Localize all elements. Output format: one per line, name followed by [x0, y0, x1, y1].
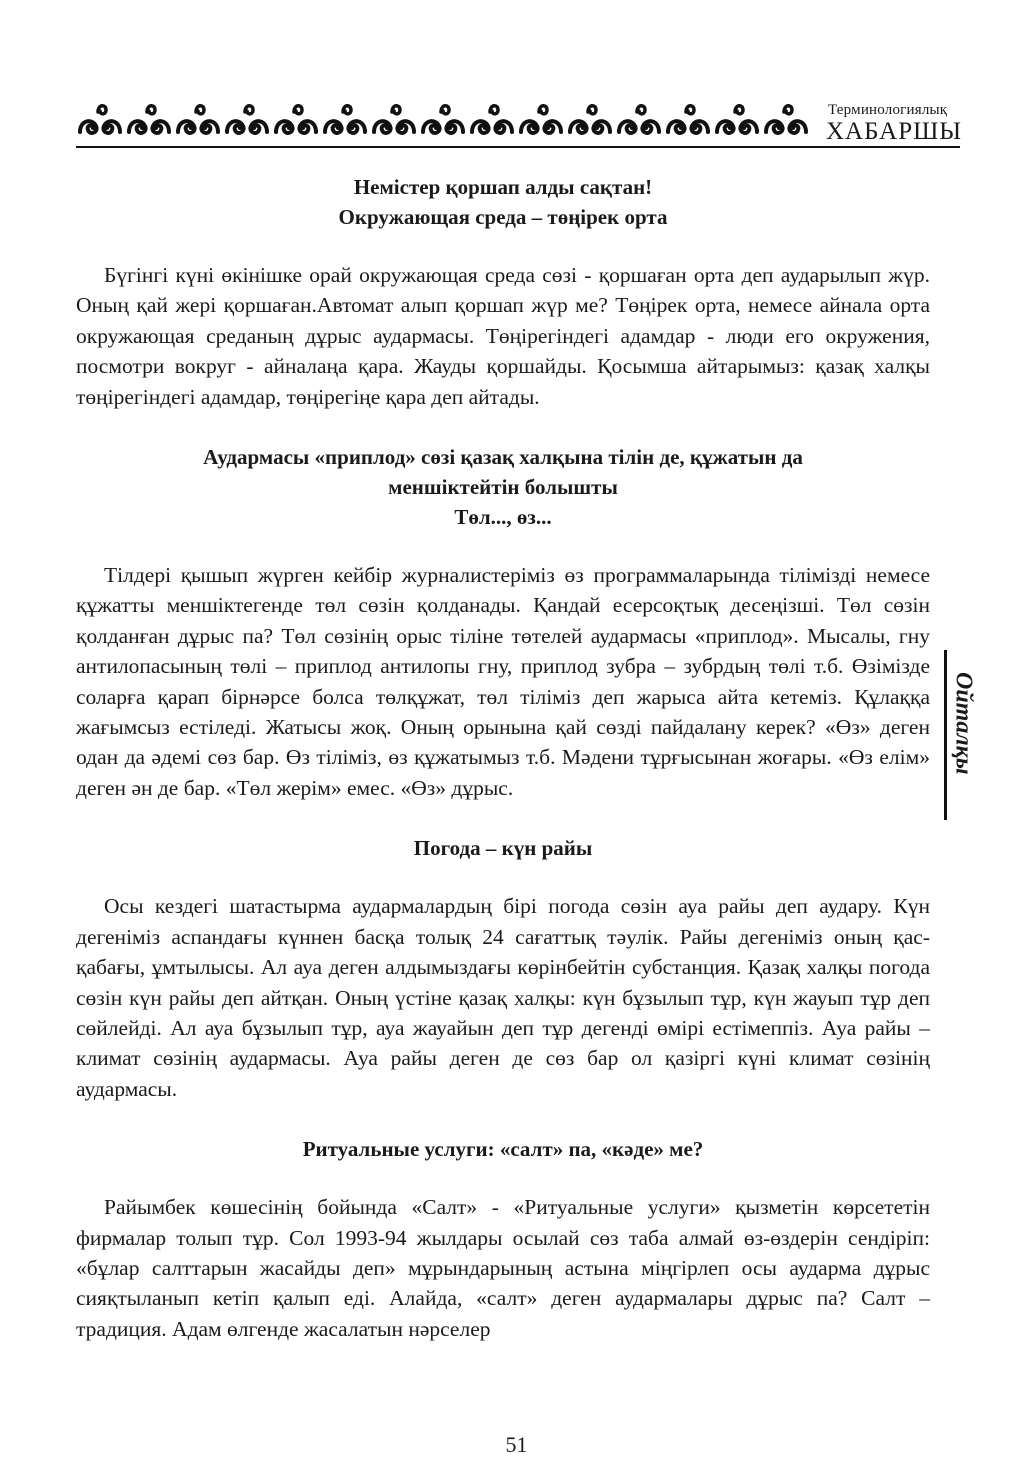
- section-heading-line: меншіктейтін болышты: [388, 475, 618, 500]
- journal-subtitle: Терминологиялық: [828, 102, 948, 118]
- article-body: [76, 172, 930, 1344]
- section-heading-line: Погода – күн райы: [413, 836, 593, 861]
- section-3: [76, 833, 930, 1104]
- section-heading-line: Окружающая среда – төңірек орта: [338, 205, 668, 229]
- header-rule: [76, 146, 960, 148]
- section-paragraph: Тілдері қышып жүрген кейбір журналистеріміз өз программаларында тілімізді немесе құжатты меншіктегенде төл сөзін қолданады. Қандай есерсоқтық десеңізші. Төл сөзін қолданған дұрыс па? Төл сөзінің орыс тіліне төтелей аудармасы «приплод». Мысалы, гну антилопасының төлі – приплод антилопы гну, приплод зубра – зубрдың төлі т.б. Өзімізде соларға қарап бірнәрсе болса төлқұжат, төл тіліміз деп жарыса айта кетеміз. Құлаққа жағымсыз естіледі. Жатысы жоқ. Оның орынына қай сөзді пайдалану керек? «Өз» деген одан да әдемі сөз бар. Өз тіліміз, өз құжатымыз т.б. Мәдени тұрғысынан жоғары. «Өз елім» деген ән де бар. «Төл жерім» емес. «Өз» дұрыс.: [76, 563, 930, 800]
- section-2: [76, 442, 930, 803]
- section-4: [76, 1134, 930, 1344]
- section-heading-line: Ритуальные услуги: «салт» па, «кәде» ме?: [302, 1137, 704, 1162]
- page-number: 51: [505, 1432, 528, 1457]
- section-paragraph: Бүгінгі күні өкінішке орай окружающая среда сөзі - қоршаған орта деп аударылып жүр. Оның қай жері қоршаған.Автомат алып қоршап жүр ме? Төңірек орта, немесе айнала орта окружающая среданың дұрыс аудармасы. Төңірегіндегі адамдар - люди его окружения, посмотри вокруг - айналаңа қара. Жауды қоршайды. Қосымша айтарымыз: қазақ халқы төңірегіндегі адамдар, төңірегіңе қара деп айтады.: [76, 263, 930, 409]
- side-bar: [944, 650, 947, 820]
- header-ornament: [76, 98, 818, 148]
- section-heading-line: Немістер қоршап алды сақтан!: [353, 175, 653, 199]
- section-paragraph: Райымбек көшесінің бойында «Салт» - «Ритуальные услуги» қызметін көрсететін фирмалар толып тұр. Сол 1993-94 жылдары осылай сөз таба алмай өз-өздерін сендіріп: «бұлар салттарын жасайды деп» мұрындарының астына міңгірлеп осы аударма дұрыс сияқтыланып кетіп қалып еді. Алайда, «салт» деген аудармалары дұрыс па? Салт – традиция. Адам өлгенде жасалатын нәрселер: [76, 1195, 930, 1341]
- section-side-label: Ойталқы: [950, 671, 977, 775]
- section-heading-line: Төл..., өз...: [454, 505, 552, 530]
- section-heading-line: Аудармасы «приплод» сөзі қазақ халқына тілін де, құжатын да: [203, 445, 803, 470]
- journal-title: ХАБАРШЫ: [826, 118, 963, 145]
- section-1: [76, 172, 930, 412]
- section-paragraph: Осы кездегі шатастырма аудармалардың бірі погода сөзін ауа райы деп аудару. Күн дегеніміз аспандағы күннен басқа толық 24 сағаттық тәулік. Райы дегеніміз оның қас-қабағы, ұмтылысы. Ал ауа деген алдымыздағы көрінбейтін субстанция. Қазақ халқы погода сөзін күн райы деп айтқан. Оның үстіне қазақ халқы: күн бұзылып тұр, күн жауып тұр деп сөйлейді. Ал ауа бұзылып тұр, ауа жауайын деп тұр дегенді өмірі естімеппіз. Ауа райы – климат сөзінің аудармасы. Ауа райы деген де сөз бар ол қазіргі күні климат сөзінің аудармасы.: [76, 894, 930, 1101]
